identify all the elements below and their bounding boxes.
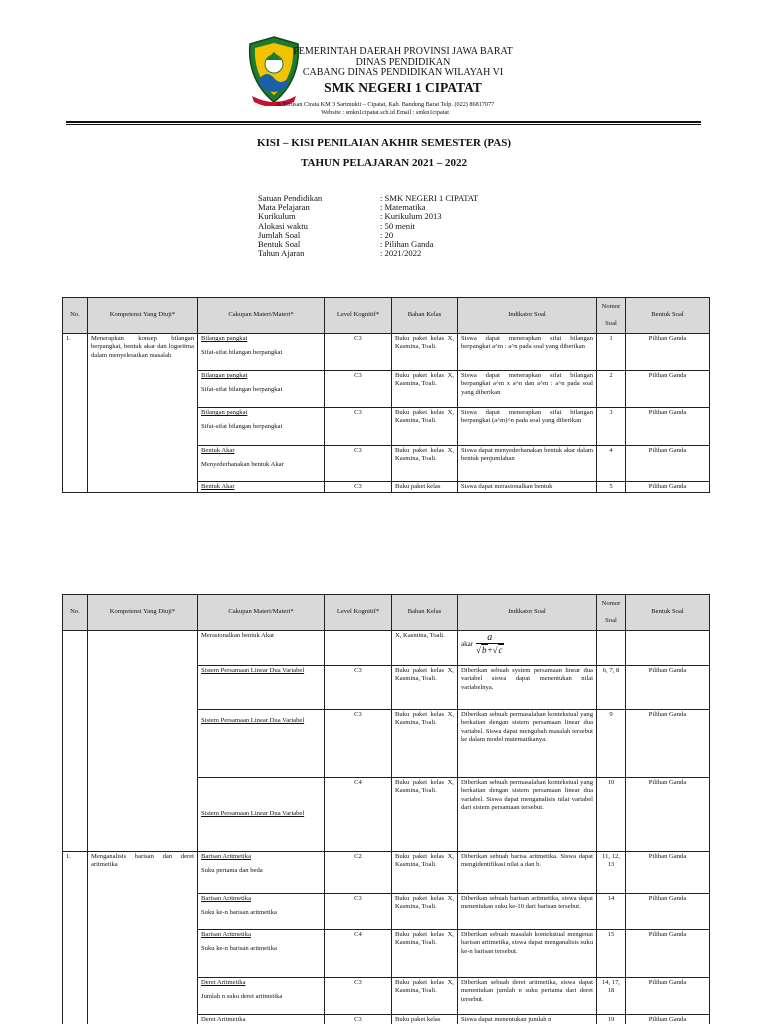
bahan-cell: Buku paket kelas X, Kasmina, Toali. xyxy=(392,408,458,446)
school-name: SMK NEGERI 1 CIPATAT xyxy=(324,79,482,95)
nomor-cell: 3 xyxy=(597,408,626,446)
header-no: No. xyxy=(63,595,88,631)
bahan-cell: Buku paket kelas X, Kasmina, Toali. xyxy=(392,978,458,1015)
nomor-text: 19 xyxy=(607,1016,615,1023)
header-kompetensi: Kompetensi Yang Diuji* xyxy=(88,595,198,631)
bentuk-cell xyxy=(626,631,710,666)
header-indikator: Indikator Soal xyxy=(458,595,597,631)
letterhead xyxy=(0,0,768,130)
materi-title: Deret Aritmetika xyxy=(201,979,246,986)
indikator-formula xyxy=(461,632,504,656)
bentuk-cell: Pilihan Ganda xyxy=(626,446,710,482)
kisi-table-page-1 xyxy=(62,297,710,493)
materi-cell xyxy=(198,371,325,408)
meta-row xyxy=(258,249,478,258)
header-bahan: Bahan Kelas xyxy=(392,298,458,334)
bentuk-cell xyxy=(626,482,710,493)
letterhead-text xyxy=(268,47,538,96)
indikator-text: Siswa dapat menentukan jumlah n xyxy=(461,1016,552,1023)
meta-value: : Pilihan Ganda xyxy=(380,239,434,250)
meta-key: Kurikulum xyxy=(258,211,296,222)
bentuk-cell: Pilihan Ganda xyxy=(626,371,710,408)
level-text: C3 xyxy=(354,1016,362,1023)
table-row xyxy=(63,852,710,894)
materi-cell xyxy=(198,1015,325,1024)
letterhead-rule-thin xyxy=(66,124,701,125)
level-cell: C4 xyxy=(325,930,392,978)
bahan-cell xyxy=(392,482,458,493)
header-nomor-line1: Nomor xyxy=(601,302,621,310)
bahan-text: Buku paket kelas xyxy=(395,1016,441,1023)
materi-title: Sistem Persamaan Linear Dua Variabel xyxy=(201,667,305,674)
materi-sub: Menyederhanakan bentuk Akar xyxy=(201,461,284,469)
indikator-cell xyxy=(458,1015,597,1024)
indikator-cell: Siswa dapat menyederhanakan bentuk akar dalam bentuk penjumlahan xyxy=(458,446,597,482)
indikator-cell: Diberikan sebuah deret aritmetika, siswa dapat menentukan jumlah n suku pertama dari deret tersebut. xyxy=(458,978,597,1015)
table-header-row xyxy=(63,298,710,334)
materi-sub: Jumlah n suku deret aritmetika xyxy=(201,993,283,1001)
level-cell: C3 xyxy=(325,371,392,408)
bentuk-cell xyxy=(626,1015,710,1024)
materi-title: Bilangan pangkat xyxy=(201,409,248,416)
header-level: Level Kognitif* xyxy=(325,298,392,334)
nomor-cell: 11, 12, 13 xyxy=(597,852,626,894)
bentuk-cell: Pilihan Ganda xyxy=(626,408,710,446)
bentuk-cell: Pilihan Ganda xyxy=(626,852,710,894)
materi-cell xyxy=(198,930,325,978)
meta-value: : Matematika xyxy=(380,202,426,213)
materi-sub: Suku pertama dan beda xyxy=(201,867,263,875)
meta-value: : 2021/2022 xyxy=(380,248,422,259)
meta-key: Mata Pelajaran xyxy=(258,202,310,213)
kisi-table-page-2 xyxy=(62,594,710,1024)
indikator-cell: Siswa dapat menerapkan sifat bilangan berpangkat a^m : a^n pada soal yang diberikan xyxy=(458,334,597,371)
bahan-cell: Buku paket kelas X, Kasmina, Toali. xyxy=(392,334,458,371)
bentuk-text: Pilihan Ganda xyxy=(648,1016,687,1023)
level-cell: C3 xyxy=(325,710,392,778)
document-title: KISI – KISI PENILAIAN AKHIR SEMESTER (PAS) xyxy=(256,137,512,149)
header-cakupan: Cakupan Materi/Materi* xyxy=(198,298,325,334)
bahan-cell: X, Kasmina, Toali. xyxy=(392,631,458,666)
materi-title: Bilangan pangkat xyxy=(201,335,248,342)
nomor-cell: 14, 17, 18 xyxy=(597,978,626,1015)
bahan-text: Buku paket kelas xyxy=(395,483,441,490)
materi-cell xyxy=(198,334,325,371)
materi-cell xyxy=(198,631,325,666)
materi-sub: Sifat-sifat bilangan berpangkat xyxy=(201,423,283,431)
meta-info xyxy=(258,194,478,258)
nomor-cell: 9 xyxy=(597,710,626,778)
nomor-cell: 6, 7, 8 xyxy=(597,666,626,710)
level-cell: C3 xyxy=(325,334,392,371)
level-text: C3 xyxy=(354,483,362,490)
header-bentuk: Bentuk Soal xyxy=(626,595,710,631)
level-cell: C4 xyxy=(325,778,392,852)
bahan-cell: Buku paket kelas X, Kasmina, Toali. xyxy=(392,852,458,894)
bentuk-cell: Pilihan Ganda xyxy=(626,978,710,1015)
materi-sub: Merasionalkan bentuk Akar xyxy=(201,632,275,639)
row-number xyxy=(63,631,88,852)
bahan-cell: Buku paket kelas X, Kasmina, Toali. xyxy=(392,371,458,408)
table-row xyxy=(63,334,710,371)
materi-cell xyxy=(198,408,325,446)
header-indikator: Indikator Soal xyxy=(458,298,597,334)
header-bentuk: Bentuk Soal xyxy=(626,298,710,334)
letterhead-rule-thick xyxy=(66,121,701,123)
nomor-cell: 14 xyxy=(597,894,626,930)
letterhead-line-3: CABANG DINAS PENDIDIKAN WILAYAH VI xyxy=(302,67,504,78)
meta-value: : Kurikulum 2013 xyxy=(380,211,442,222)
header-kompetensi: Kompetensi Yang Diuji* xyxy=(88,298,198,334)
meta-key: Satuan Pendidikan xyxy=(258,193,323,203)
bahan-cell xyxy=(392,1015,458,1024)
level-cell: C3 xyxy=(325,978,392,1015)
nomor-cell: 2 xyxy=(597,371,626,408)
kompetensi-cell: Menerapkan konsep bilangan berpangkat, bentuk akar dan logaritma dalam menyelesaikan masalah xyxy=(88,334,198,493)
level-cell: C3 xyxy=(325,408,392,446)
meta-key: Tahun Ajaran xyxy=(258,248,305,259)
materi-title: Barisan Aritmetika xyxy=(201,895,251,902)
materi-title: Bentuk Akar xyxy=(201,483,235,490)
bahan-cell: Buku paket kelas X, Kasmina, Toali. xyxy=(392,778,458,852)
materi-cell xyxy=(198,894,325,930)
level-cell: C3 xyxy=(325,666,392,710)
kompetensi-cell xyxy=(88,631,198,852)
header-no: No. xyxy=(63,298,88,334)
materi-title: Barisan Aritmetika xyxy=(201,931,251,938)
materi-title: Bilangan pangkat xyxy=(201,372,248,379)
radicand-b: b xyxy=(482,645,487,655)
indikator-cell: Diberikan sebuah barisan aritmetika, siswa dapat menentukan suku ke-10 dari barisan tersebut. xyxy=(458,894,597,930)
level-cell xyxy=(325,482,392,493)
materi-cell xyxy=(198,710,325,778)
bahan-cell: Buku paket kelas X, Kasmina, Toali. xyxy=(392,710,458,778)
level-cell xyxy=(325,631,392,666)
level-cell: C3 xyxy=(325,446,392,482)
materi-cell xyxy=(198,446,325,482)
address-line: Jl. Terusan Cirata KM 3 Sarimukti – Cipatat, Kab. Bandung Barat Telp. (022) 86817077 xyxy=(275,101,495,108)
level-cell: C3 xyxy=(325,894,392,930)
fraction xyxy=(476,632,503,656)
indikator-cell: Diberikan sebuah permasalahan kontekstual yang berkaitan dengan sistem persamaan linear dua variabel. Siswa dapat mengubah masalah tersebut ke dalam model matematikanya. xyxy=(458,710,597,778)
bentuk-text: Pilihan Ganda xyxy=(648,483,687,490)
nomor-cell: 1 xyxy=(597,334,626,371)
header-nomor-line2: Soal xyxy=(605,319,617,327)
nomor-text: 5 xyxy=(609,483,613,490)
indikator-cell: Diberikan sebuah permasalahan kontekstual yang berkaitan dengan sistem persamaan linear dua variabel. Siswa dapat menganalisis nilai variabel dari sistem persamaan tersebut. xyxy=(458,778,597,852)
nomor-cell: 4 xyxy=(597,446,626,482)
indikator-cell: Diberikan sebuah barisa aritmetika. Siswa dapat mengidentifikasi nilai a dan b. xyxy=(458,852,597,894)
bentuk-cell: Pilihan Ganda xyxy=(626,710,710,778)
indikator-cell: Siswa dapat menerapkan sifat bilangan berpangkat (a^m)^n pada soal yang diberikan xyxy=(458,408,597,446)
bahan-cell: Buku paket kelas X, Kasmina, Toali. xyxy=(392,894,458,930)
materi-cell xyxy=(198,666,325,710)
radicand-c: c xyxy=(498,645,503,655)
materi-title: Sistem Persamaan Linear Dua Variabel xyxy=(201,810,305,818)
materi-sub: Suku ke-n barisan aritmetika xyxy=(201,945,277,953)
bentuk-cell: Pilihan Ganda xyxy=(626,334,710,371)
indikator-cell: Diberikan sebuah system persamaan linear dua variabel siswa dapat menentukan nilai variabelnya. xyxy=(458,666,597,710)
document-subtitle: TAHUN PELAJARAN 2021 – 2022 xyxy=(300,157,468,169)
row-number: 1. xyxy=(63,334,88,493)
materi-cell xyxy=(198,482,325,493)
materi-cell xyxy=(198,852,325,894)
header-bahan: Bahan Kelas xyxy=(392,595,458,631)
indikator-cell xyxy=(458,482,597,493)
level-cell: C2 xyxy=(325,852,392,894)
formula-prefix: akar xyxy=(461,639,474,648)
materi-cell xyxy=(198,978,325,1015)
header-nomor-line1: Nomor xyxy=(601,599,621,607)
fraction-denominator: √b+√c xyxy=(476,645,503,655)
nomor-cell: 15 xyxy=(597,930,626,978)
materi-cell xyxy=(198,778,325,852)
meta-key: Bentuk Soal xyxy=(258,239,301,250)
letterhead-line-2: DINAS PENDIDIKAN xyxy=(355,56,451,68)
meta-key: Alokasi waktu xyxy=(258,220,308,231)
nomor-cell xyxy=(597,1015,626,1024)
nomor-cell xyxy=(597,482,626,493)
indikator-cell: Diberikan sebuah masalah kontekstual mengenai barisan aritmetika, siswa dapat menganalisis suku ke-n barisan tersebut. xyxy=(458,930,597,978)
level-cell xyxy=(325,1015,392,1024)
materi-title: Barisan Aritmetika xyxy=(201,853,251,860)
meta-key: Jumlah Soal xyxy=(258,229,301,240)
materi-title: Deret Aritmetika xyxy=(201,1016,246,1023)
meta-value: : 20 xyxy=(380,229,394,240)
header-level: Level Kognitif* xyxy=(325,595,392,631)
meta-value: : 50 menit xyxy=(380,220,415,231)
bahan-cell: Buku paket kelas X, Kasmina, Toali. xyxy=(392,446,458,482)
nomor-cell xyxy=(597,631,626,666)
bentuk-cell: Pilihan Ganda xyxy=(626,930,710,978)
header-nomor xyxy=(597,595,626,631)
nomor-cell: 10 xyxy=(597,778,626,852)
materi-sub: Sifat-sifat bilangan berpangkat xyxy=(201,349,283,357)
table-header-row xyxy=(63,595,710,631)
header-nomor-line2: Soal xyxy=(605,616,617,624)
header-cakupan: Cakupan Materi/Materi* xyxy=(198,595,325,631)
bentuk-cell: Pilihan Ganda xyxy=(626,666,710,710)
materi-sub: Suku ke-n barisan aritmetika xyxy=(201,909,277,917)
kompetensi-cell: Menganalisis barisan dan deret aritmetika xyxy=(88,852,198,1024)
table-row xyxy=(63,631,710,666)
school-address xyxy=(250,101,520,117)
indikator-text: Siswa dapat merasionalkan bentuk xyxy=(461,483,553,490)
row-number: 1. xyxy=(63,852,88,1024)
meta-value: : SMK NEGERI 1 CIPATAT xyxy=(380,193,479,203)
fraction-numerator: a xyxy=(487,632,493,643)
materi-title: Sistem Persamaan Linear Dua Variabel xyxy=(201,717,305,724)
bentuk-cell: Pilihan Ganda xyxy=(626,894,710,930)
indikator-cell xyxy=(458,631,597,666)
bahan-cell: Buku paket kelas X, Kasmina, Toali. xyxy=(392,666,458,710)
header-nomor xyxy=(597,298,626,334)
website-line: Website : smkn1cipatat.sch.id Email : smkn1cipatat xyxy=(321,109,449,116)
indikator-cell: Siswa dapat menerapkan sifat bilangan berpangkat a^m x a^n dan a^m : a^n pada soal yang diberikan xyxy=(458,371,597,408)
bahan-cell: Buku paket kelas X, Kasmina, Toali. xyxy=(392,930,458,978)
letterhead-line-1: PEMERINTAH DAERAH PROVINSI JAWA BARAT xyxy=(293,46,513,57)
materi-sub: Sifat-sifat bilangan berpangkat xyxy=(201,386,283,394)
bentuk-cell: Pilihan Ganda xyxy=(626,778,710,852)
materi-title: Bentuk Akar xyxy=(201,447,235,454)
